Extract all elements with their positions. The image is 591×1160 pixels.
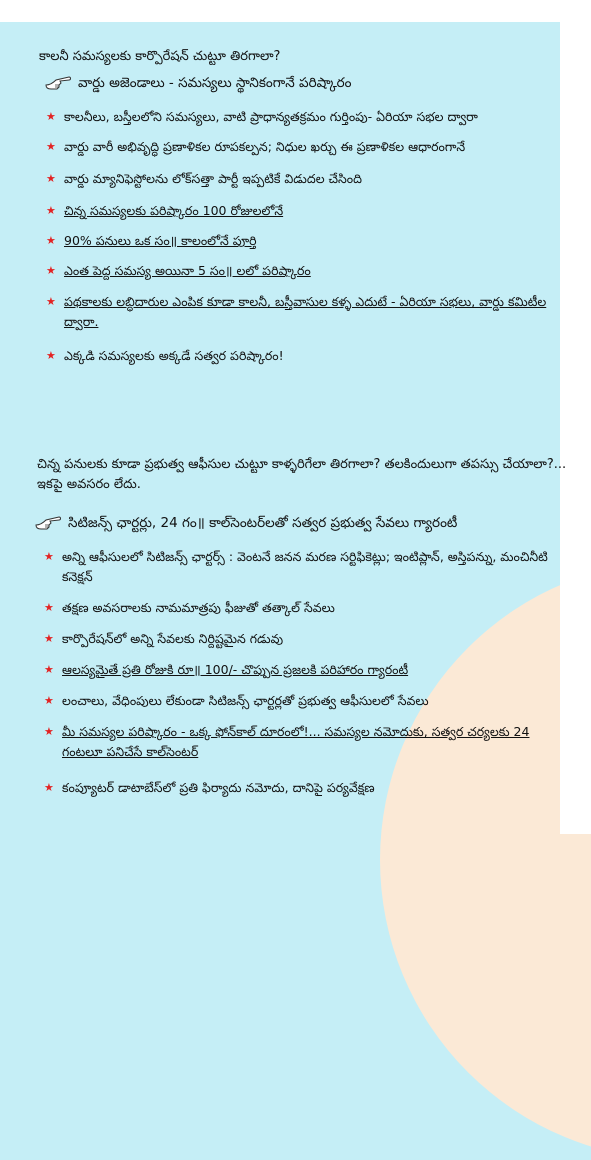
list-item: ★ వార్డు వారీ అభివృద్ధి ప్రణాళికల రూపకల్పన; నిధుల ఖర్చు ఈ ప్రణాళికల ఆధారంగానే xyxy=(46,137,566,157)
list-item xyxy=(46,292,566,332)
list-item-link[interactable]: చిన్న సమస్యలకు పరిష్కారం 100 రోజులలోనే xyxy=(64,203,284,218)
list-item-link[interactable]: 90% పనులు ఒక సం॥ కాలంలోనే పూర్తి xyxy=(64,233,257,248)
list-item xyxy=(46,201,566,221)
star-icon: ★ xyxy=(44,725,54,738)
list-item xyxy=(44,722,564,762)
list-item-link[interactable]: ఆలస్యమైతే ప్రతి రోజుకి రూ॥ 100/- చొప్పున ప్రజలకి పరిహారం గ్యారంటీ xyxy=(62,662,409,677)
section1-heading xyxy=(44,73,351,93)
list-item: ★ తక్షణ అవసరాలకు నామమాత్రపు ఫీజుతో తత్కాల్ సేవలు xyxy=(44,598,564,618)
star-icon: ★ xyxy=(46,295,56,308)
star-icon: ★ xyxy=(44,601,54,614)
star-icon: ★ xyxy=(44,632,54,645)
section2-heading-text: సిటిజన్స్ ఛార్టర్లు, 24 గం॥ కాల్‌సెంటర్‌లతో సత్వర ప్రభుత్వ సేవలు గ్యారంటీ xyxy=(68,515,458,531)
list-item-link[interactable]: పథకాలకు లబ్ధిదారుల ఎంపిక కూడా కాలనీ, బస్తీవాసుల కళ్ళ ఎదుటే - ఏరియా సభలు, వార్డు కమిటీల ద్వారా. xyxy=(64,294,547,329)
list-item-link[interactable]: ఎంత పెద్ద సమస్య అయినా 5 సం॥ లలో పరిష్కారం xyxy=(64,263,311,278)
list-item-link[interactable]: మీ సమస్యల పరిష్కారం - ఒక్క ఫోన్‌కాల్ దూరంలో!... సమస్యల నమోదుకు, సత్వర చర్యలకు 24 గంటలూ పనిచేసే కాల్‌సెంటర్ xyxy=(62,724,530,759)
list-item: ★ కార్పొరేషన్‌లో అన్ని సేవలకు నిర్దిష్టమైన గడువు xyxy=(44,629,564,649)
list-item: ★ ఎక్కడి సమస్యలకు అక్కడే సత్వర పరిష్కారం! xyxy=(46,346,566,366)
star-icon: ★ xyxy=(46,140,56,153)
list-item: ★ వార్డు మ్యానిఫెస్టోలను లోక్‌సత్తా పార్టీ ఇప్పటికే విడుదల చేసింది xyxy=(46,169,566,189)
list-item: ★ అన్ని ఆఫీసులలో సిటిజన్స్ ఛార్టర్స్ : వెంటనే జనన మరణ సర్టిఫికెట్లు; ఇంటిప్లాన్, అస్తిపన్ను, మంచినీటి కనెక్షన్ xyxy=(44,549,548,584)
star-icon: ★ xyxy=(46,204,56,217)
list-item xyxy=(46,231,566,251)
star-icon: ★ xyxy=(44,694,54,707)
list-item: ★ కంప్యూటర్ డాటాబేస్‌లో ప్రతి ఫిర్యాదు నమోదు, దానిపై పర్యవేక్షణ xyxy=(44,778,564,798)
star-icon: ★ xyxy=(46,172,56,185)
section2-question: చిన్న పనులకు కూడా ప్రభుత్వ ఆఫీసుల చుట్టూ కాళ్ళరిగేలా తిరగాలా? తలకిందులుగా తపస్సు చేయాలా?... ఇకపై అవసరం లేదు. xyxy=(37,457,567,492)
list-item: ★ లంచాలు, వేధింపులు లేకుండా సిటిజన్స్ ఛార్టర్లతో ప్రభుత్వ ఆఫీసులలో సేవలు xyxy=(44,691,564,711)
star-icon: ★ xyxy=(44,550,54,563)
star-icon: ★ xyxy=(46,264,56,277)
list-item: ★ కాలనీలు, బస్తీలలోని సమస్యలు, వాటి ప్రాధాన్యతక్రమం గుర్తింపు- ఏరియా సభల ద్వారా xyxy=(46,107,566,127)
list-item xyxy=(46,261,566,281)
star-icon: ★ xyxy=(46,349,56,362)
star-icon: ★ xyxy=(44,781,54,794)
star-icon: ★ xyxy=(46,110,56,123)
star-icon: ★ xyxy=(44,663,54,676)
pointing-hand-icon xyxy=(44,73,72,93)
section2-heading xyxy=(34,513,457,533)
pointing-hand-icon xyxy=(34,513,62,533)
section1-heading-text: వార్డు అజెండాలు - సమస్యలు స్థానికంగానే పరిష్కారం xyxy=(78,75,352,91)
list-item xyxy=(44,660,564,680)
section1-question: కాలనీ సమస్యలకు కార్పొరేషన్ చుట్టూ తిరగాలా? xyxy=(39,49,281,64)
star-icon: ★ xyxy=(46,234,56,247)
